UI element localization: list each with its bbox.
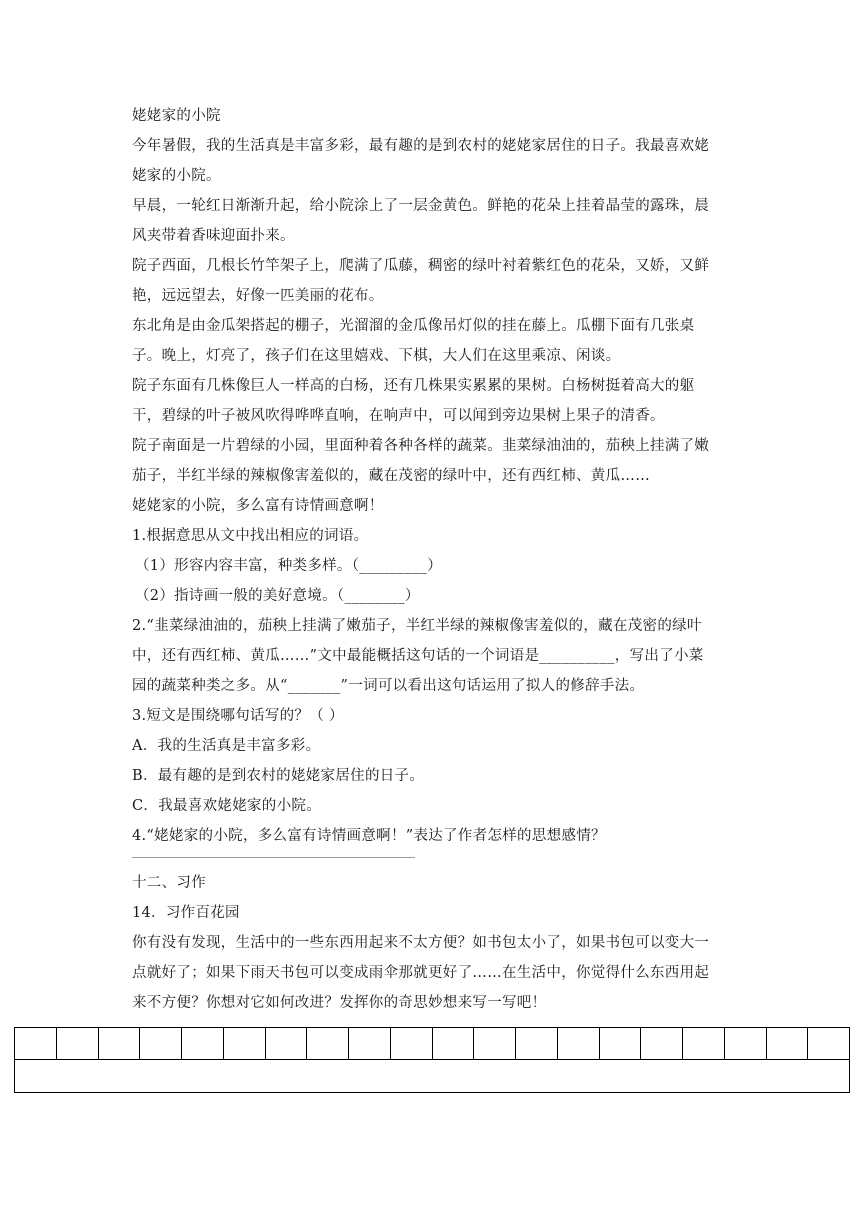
option-b: B．最有趣的是到农村的姥姥家居住的日子。 <box>132 768 425 784</box>
grid-cell[interactable] <box>474 1028 516 1059</box>
passage-line: 院子东面有几株像巨人一样高的白杨，还有几株果实累累的果树。白杨树挺着高大的躯 <box>132 378 695 394</box>
option-c: C．我最喜欢姥姥家的小院。 <box>132 798 321 814</box>
writing-grid <box>14 1027 850 1093</box>
passage-title: 姥姥家的小院 <box>132 108 221 124</box>
question-14-title: 14．习作百花园 <box>132 905 240 921</box>
question-3: 3.短文是围绕哪句话写的？（ ） <box>132 708 344 724</box>
grid-cell[interactable] <box>266 1028 308 1059</box>
document-content <box>132 101 732 1018</box>
passage-line: 艳，远远望去，好像一匹美丽的花布。 <box>132 288 384 304</box>
grid-cell[interactable] <box>391 1028 433 1059</box>
writing-grid-row <box>14 1027 850 1060</box>
passage-line: 东北角是由金瓜架搭起的棚子，光溜溜的金瓜像吊灯似的挂在藤上。瓜棚下面有几张桌 <box>132 318 695 334</box>
answer-line <box>132 857 415 858</box>
option-a: A．我的生活真是丰富多彩。 <box>132 738 321 754</box>
passage-line: 早晨，一轮红日渐渐升起，给小院涂上了一层金黄色。鲜艳的花朵上挂着晶莹的露珠，晨 <box>132 198 710 214</box>
prompt-line: 你有没有发现，生活中的一些东西用起来不太方便？如书包太小了，如果书包可以变大一 <box>132 935 710 951</box>
question-4: 4.“姥姥家的小院，多么富有诗情画意啊！”表达了作者怎样的思想感情？ <box>132 828 606 844</box>
question-1: 1.根据意思从文中找出相应的词语。 <box>132 528 369 544</box>
grid-cell[interactable] <box>99 1028 141 1059</box>
writing-grid-wide-row[interactable] <box>14 1060 850 1093</box>
passage-line: 茄子，半红半绿的辣椒像害羞似的，藏在茂密的绿叶中，还有西红柿、黄瓜…… <box>132 468 650 484</box>
grid-cell[interactable] <box>808 1028 849 1059</box>
grid-cell[interactable] <box>140 1028 182 1059</box>
prompt-line: 点就好了；如果下雨天书包可以变成雨伞那就更好了……在生活中，你觉得什么东西用起 <box>132 965 710 981</box>
passage-line: 风夹带着香味迎面扑来。 <box>132 228 295 244</box>
grid-cell[interactable] <box>600 1028 642 1059</box>
passage-line: 院子西面，几根长竹竿架子上，爬满了瓜藤，稠密的绿叶衬着紫红色的花朵，又娇，又鲜 <box>132 258 710 274</box>
passage-line: 子。晚上，灯亮了，孩子们在这里嬉戏、下棋，大人们在这里乘凉、闲谈。 <box>132 348 621 364</box>
passage-line: 姥家的小院。 <box>132 168 221 184</box>
question-1-1: （1）形容内容丰富，种类多样。（_________） <box>135 558 443 574</box>
grid-cell[interactable] <box>433 1028 475 1059</box>
grid-cell[interactable] <box>224 1028 266 1059</box>
passage-line: 干，碧绿的叶子被风吹得哗哗直响，在响声中，可以闻到旁边果树上果子的清香。 <box>132 408 665 424</box>
grid-cell[interactable] <box>349 1028 391 1059</box>
grid-cell[interactable] <box>641 1028 683 1059</box>
grid-cell[interactable] <box>683 1028 725 1059</box>
passage-line: 今年暑假，我的生活真是丰富多彩，最有趣的是到农村的姥姥家居住的日子。我最喜欢姥 <box>132 138 710 154</box>
section-heading: 十二、习作 <box>132 875 206 891</box>
grid-cell[interactable] <box>57 1028 99 1059</box>
question-2-line: 园的蔬菜种类之多。从“_______”一词可以看出这句话运用了拟人的修辞手法。 <box>132 678 645 694</box>
question-2-line: 中，还有西红柿、黄瓜……”文中最能概括这句话的一个词语是__________，写出了小菜 <box>132 648 704 664</box>
grid-cell[interactable] <box>15 1028 57 1059</box>
grid-cell[interactable] <box>307 1028 349 1059</box>
passage-line: 院子南面是一片碧绿的小园，里面种着各种各样的蔬菜。韭菜绿油油的，茄秧上挂满了嫩 <box>132 438 710 454</box>
grid-cell[interactable] <box>558 1028 600 1059</box>
question-1-2: （2）指诗画一般的美好意境。（________） <box>135 588 420 604</box>
passage-line: 姥姥家的小院，多么富有诗情画意啊！ <box>132 498 384 514</box>
grid-cell[interactable] <box>767 1028 809 1059</box>
grid-cell[interactable] <box>182 1028 224 1059</box>
question-2: 2.“韭菜绿油油的，茄秧上挂满了嫩茄子，半红半绿的辣椒像害羞似的，藏在茂密的绿叶 <box>132 618 702 634</box>
grid-cell[interactable] <box>725 1028 767 1059</box>
grid-cell[interactable] <box>516 1028 558 1059</box>
prompt-line: 来不方便？你想对它如何改进？发挥你的奇思妙想来写一写吧！ <box>132 995 547 1011</box>
